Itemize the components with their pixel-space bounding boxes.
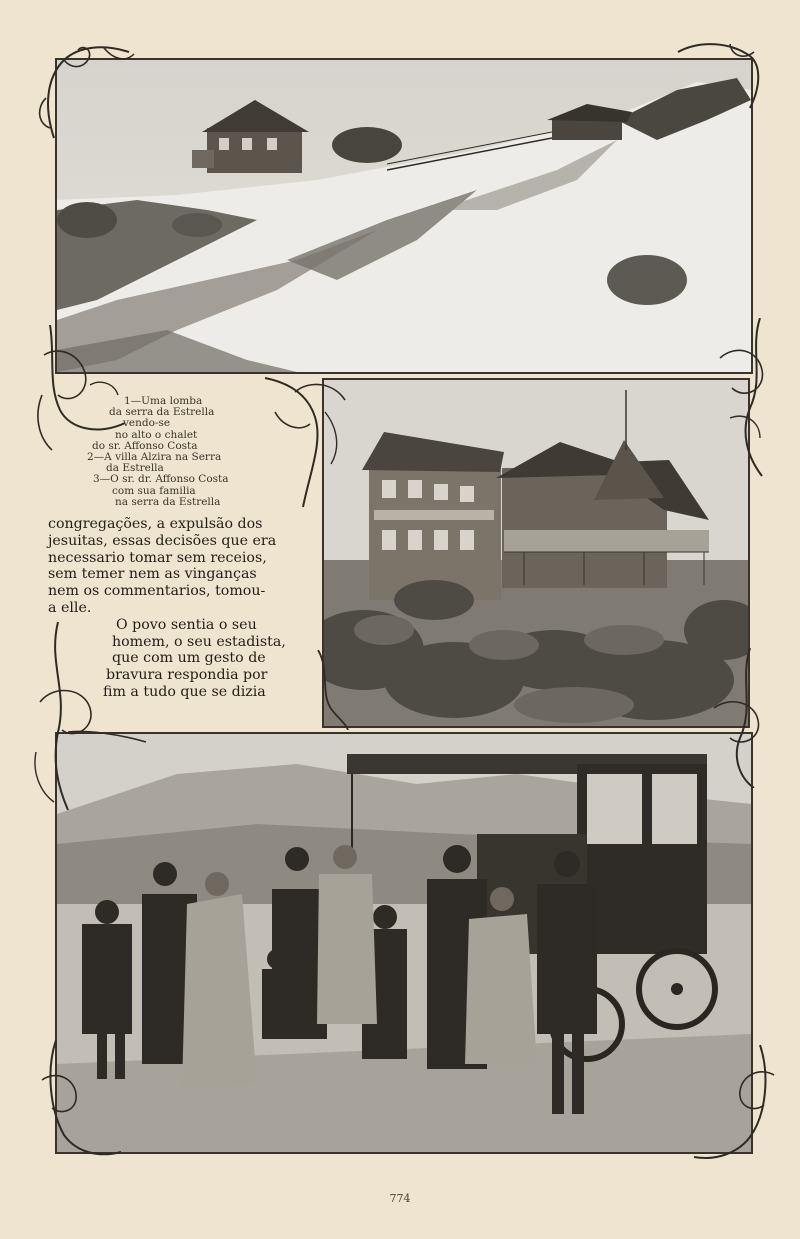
side-ornament-center-lower	[310, 650, 350, 730]
body-text-line: jesuitas, essas decisões que era	[48, 532, 277, 549]
photo-affonso-costa-family	[55, 732, 753, 1154]
caption-line: do sr. Affonso Costa	[92, 439, 198, 452]
article-body-text	[48, 516, 308, 701]
corner-ornament-top-right	[670, 38, 765, 118]
caption-line: 3—O sr. dr. Affonso Costa	[93, 473, 229, 486]
body-text-line: bravura respondia por	[106, 667, 268, 684]
caption-line: na serra da Estrella	[115, 495, 221, 508]
photo-villa-alzira	[322, 378, 750, 728]
caption-line: no alto o chalet	[115, 428, 198, 441]
corner-ornament-top-left	[34, 38, 144, 148]
body-text-line: necessario tomar sem receios,	[48, 549, 267, 566]
photo-serra-slope-chalet	[55, 58, 753, 374]
family-with-automobile-image	[57, 734, 751, 1152]
caption-line: com sua familia	[112, 484, 196, 497]
caption-line: vendo-se	[123, 417, 171, 430]
caption-line: da serra da Estrella	[109, 406, 215, 419]
body-text-line: congregações, a expulsão dos	[48, 516, 263, 532]
body-text-line: sem temer nem as vinganças	[48, 566, 257, 583]
body-text-line: homem, o seu estadista,	[112, 633, 286, 650]
body-text-line: nem os commentarios, tomou-	[48, 583, 266, 600]
caption-line: da Estrella	[106, 462, 164, 475]
body-text-line: fim a tudo que se dizia	[103, 683, 266, 700]
caption-line: 1—Uma lomba	[124, 395, 203, 407]
body-text-line: O povo sentia o seu	[116, 616, 257, 633]
snowy-hillside-image	[57, 60, 751, 372]
corner-ornament-bottom-right	[690, 1045, 780, 1165]
side-ornament-right-lower	[700, 648, 780, 788]
villa-on-rocks-image	[324, 380, 748, 726]
body-text-line: que com um gesto de	[112, 650, 266, 667]
photo-captions	[78, 396, 278, 508]
caption-line: 2—A villa Alzira na Serra	[87, 451, 222, 464]
page-number: 774	[389, 1192, 411, 1205]
body-text-line: a elle.	[48, 599, 92, 616]
corner-ornament-bottom-left	[36, 1040, 126, 1165]
side-ornament-right-mid	[700, 318, 780, 478]
